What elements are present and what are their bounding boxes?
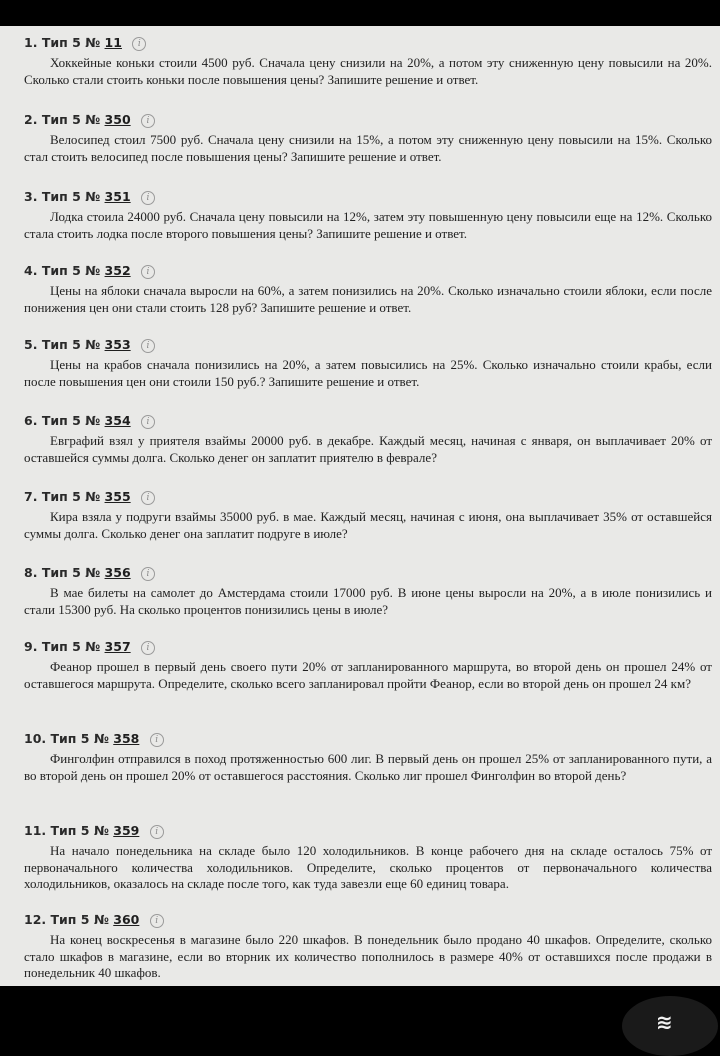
info-icon[interactable]: i: [141, 265, 155, 279]
problem-header: [24, 262, 712, 280]
problem-text: Финголфин отправился в поход протяженностью 600 лиг. В первый день он прошел 25% от запланированного пути, а во второй день он прошел 20% от оставшегося расстояния. Сколько лиг прошел Финголфин во второй день?: [24, 751, 712, 783]
info-icon[interactable]: i: [150, 733, 164, 747]
problem-type: Тип 5 №: [50, 912, 109, 927]
problem-10: [24, 730, 712, 784]
problem-id-link[interactable]: 360: [113, 912, 140, 927]
problem-type: Тип 5 №: [41, 489, 101, 504]
problem-number: 9.: [24, 639, 38, 654]
problem-id-link[interactable]: 355: [104, 489, 131, 504]
info-icon[interactable]: i: [141, 567, 155, 581]
problem-8: [24, 564, 712, 618]
info-icon[interactable]: i: [150, 914, 164, 928]
problem-id-link[interactable]: 351: [104, 189, 131, 204]
problem-text: Евграфий взял у приятеля взаймы 20000 руб. в декабре. Каждый месяц, начиная с января, он выплачивает 20% от оставшейся суммы долга. Сколько денег он заплатит приятелю в феврале?: [24, 433, 712, 465]
wifi-icon: ≋: [656, 1010, 673, 1034]
problem-number: 10.: [24, 731, 47, 746]
problem-4: [24, 262, 712, 316]
problem-id-link[interactable]: 359: [113, 823, 140, 838]
problem-7: [24, 488, 712, 542]
problem-type: Тип 5 №: [41, 337, 101, 352]
corner-button[interactable]: [622, 996, 718, 1056]
problem-id-link[interactable]: 354: [104, 413, 131, 428]
info-icon[interactable]: i: [141, 191, 155, 205]
problem-9: [24, 638, 712, 692]
problem-text: Лодка стоила 24000 руб. Сначала цену повысили на 12%, затем эту повышенную цену повысили еще на 12%. Сколько стала стоить лодка после второго повышения цены? Запишите решение и ответ.: [24, 209, 712, 241]
problem-6: [24, 412, 712, 466]
info-icon[interactable]: i: [132, 37, 146, 51]
problem-type: Тип 5 №: [41, 35, 101, 50]
problem-header: [24, 412, 712, 430]
problem-type: Тип 5 №: [41, 112, 101, 127]
problem-header: [24, 188, 712, 206]
problem-header: [24, 111, 712, 129]
problem-header: [24, 488, 712, 506]
problem-id-link[interactable]: 357: [104, 639, 131, 654]
problem-11: [24, 822, 712, 893]
problem-id-link[interactable]: 350: [104, 112, 131, 127]
problem-header: [24, 336, 712, 354]
problem-number: 12.: [24, 912, 47, 927]
info-icon[interactable]: i: [141, 641, 155, 655]
problem-number: 2.: [24, 112, 38, 127]
problem-text: Феанор прошел в первый день своего пути 20% от запланированного маршрута, во второй день он прошел 24% от оставшегося маршрута. Определите, сколько всего запланировал пройти Феанор, если во второй день он прошел 24 км?: [24, 659, 712, 691]
problem-header: [24, 911, 712, 929]
problem-number: 1.: [24, 35, 38, 50]
problem-header: [24, 638, 712, 656]
info-icon[interactable]: i: [141, 491, 155, 505]
problem-text: На конец воскресенья в магазине было 220 шкафов. В понедельник было продано 40 шкафов. Определите, сколько стало шкафов в магазине, если во вторник их количество пополнилось в размере 40% от оставшихся после продажи в понедельник 40 шкафов.: [24, 932, 712, 980]
problem-5: [24, 336, 712, 390]
problem-2: [24, 111, 712, 165]
problem-1: [24, 34, 712, 88]
problem-number: 6.: [24, 413, 38, 428]
problem-text: Хоккейные коньки стоили 4500 руб. Сначала цену снизили на 20%, а потом эту сниженную цену повысили на 20%. Сколько стали стоить коньки после повышения цены? Запишите решение и ответ.: [24, 55, 712, 87]
problem-text: Цены на яблоки сначала выросли на 60%, а затем понизились на 20%. Сколько изначально стоили яблоки, если после понижения цен они стали стоить 128 руб? Запишите решение и ответ.: [24, 283, 712, 315]
problem-header: [24, 822, 712, 840]
worksheet-page: [0, 26, 720, 986]
problem-type: Тип 5 №: [41, 639, 101, 654]
problem-id-link[interactable]: 352: [104, 263, 131, 278]
problem-text: Велосипед стоил 7500 руб. Сначала цену снизили на 15%, а потом эту сниженную цену повысили на 15%. Сколько стал стоить велосипед после повышения цены? Запишите решение и ответ.: [24, 132, 712, 164]
problem-3: [24, 188, 712, 242]
problem-id-link[interactable]: 11: [104, 35, 122, 50]
problem-number: 8.: [24, 565, 38, 580]
problem-text: Цены на крабов сначала понизились на 20%, а затем повысились на 25%. Сколько изначально стоили крабы, если после повышения цен они стоили 150 руб.? Запишите решение и ответ.: [24, 357, 712, 389]
problem-type: Тип 5 №: [41, 565, 101, 580]
problem-number: 4.: [24, 263, 38, 278]
problem-id-link[interactable]: 356: [104, 565, 131, 580]
problem-text: На начало понедельника на складе было 120 холодильников. В конце рабочего дня на складе осталось 75% от первоначального количества холодильников. Определите, сколько процентов от первоначального количества холодильников, оказалось на складе после того, как туда завезли еще 60 единиц товара.: [24, 843, 712, 891]
problem-number: 3.: [24, 189, 38, 204]
problem-text: В мае билеты на самолет до Амстердама стоили 17000 руб. В июне цены выросли на 20%, а в июле понизились и стали 15300 руб. На сколько процентов понизились цены в июле?: [24, 585, 712, 617]
problem-type: Тип 5 №: [41, 189, 101, 204]
info-icon[interactable]: i: [150, 825, 164, 839]
problem-type: Тип 5 №: [50, 823, 109, 838]
problem-number: 11.: [24, 823, 47, 838]
problem-id-link[interactable]: 358: [113, 731, 140, 746]
info-icon[interactable]: i: [141, 339, 155, 353]
problem-type: Тип 5 №: [41, 263, 101, 278]
problem-number: 7.: [24, 489, 38, 504]
problem-12: [24, 911, 712, 982]
problem-text: Кира взяла у подруги взаймы 35000 руб. в мае. Каждый месяц, начиная с июня, она выплачивает 35% от оставшейся суммы долга. Сколько денег она заплатит подруге в июле?: [24, 509, 712, 541]
problem-id-link[interactable]: 353: [104, 337, 131, 352]
problem-type: Тип 5 №: [50, 731, 109, 746]
info-icon[interactable]: i: [141, 114, 155, 128]
problem-header: [24, 34, 712, 52]
problem-number: 5.: [24, 337, 38, 352]
info-icon[interactable]: i: [141, 415, 155, 429]
problem-header: [24, 730, 712, 748]
problem-header: [24, 564, 712, 582]
problem-type: Тип 5 №: [41, 413, 101, 428]
